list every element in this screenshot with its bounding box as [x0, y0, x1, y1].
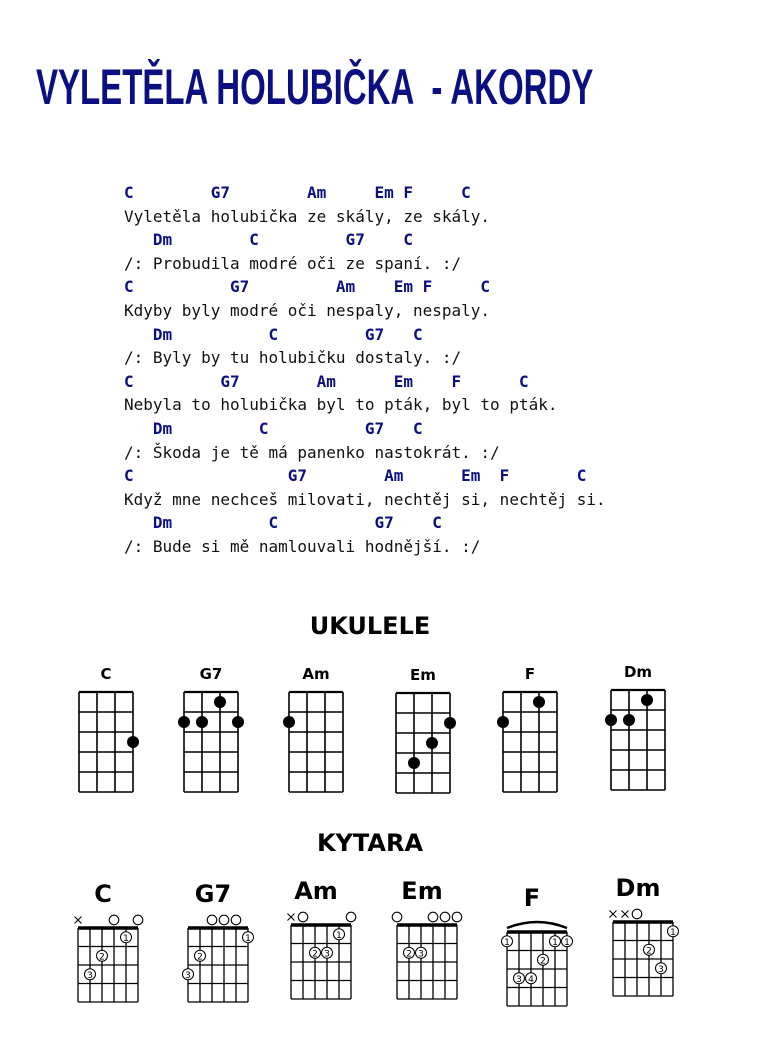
finger-dot	[232, 716, 244, 728]
open-string-mark	[392, 912, 402, 922]
guitar-chord-name: Dm	[615, 874, 661, 902]
finger-number: 3	[516, 974, 522, 985]
guitar-chord-name: F	[523, 884, 541, 912]
finger-number: 3	[185, 970, 191, 981]
finger-dot	[605, 714, 617, 726]
chord-line: Dm C G7 C	[124, 418, 423, 438]
guitar-fretboard	[73, 908, 143, 1006]
finger-number: 2	[406, 949, 412, 960]
finger-dot	[426, 737, 438, 749]
lyric-line: Když mne nechceš milovati, nechtěj si, nechtěj si.	[124, 489, 606, 509]
finger-number: 1	[504, 937, 510, 948]
finger-dot	[623, 714, 635, 726]
song-lyrics-with-chords	[124, 181, 606, 559]
guitar-chord-name: C	[94, 880, 112, 908]
ukulele-fretboard	[79, 692, 133, 792]
ukulele-chord-name: F	[524, 665, 536, 683]
finger-dot	[533, 696, 545, 708]
open-string-mark	[428, 912, 438, 922]
finger-number: 1	[564, 937, 570, 948]
open-string-mark	[298, 912, 308, 922]
finger-number: 4	[528, 974, 534, 985]
open-string-mark	[231, 915, 241, 925]
lyric-line: /: Škoda je tě má panenko nastokrát. :/	[124, 442, 500, 462]
page-title: VYLETĚLA HOLUBIČKA - AKORDY	[36, 59, 594, 115]
guitar-chord-diagram	[608, 902, 678, 1000]
ukulele-chord-name: Em	[410, 666, 436, 684]
guitar-chord-name: Em	[401, 877, 443, 905]
guitar-fretboard	[392, 905, 462, 1003]
finger-dot	[214, 696, 226, 708]
muted-string-mark	[288, 914, 295, 921]
ukulele-chord-name: C	[100, 665, 112, 683]
muted-string-mark	[75, 917, 82, 924]
ukulele-chord-diagram	[396, 693, 450, 793]
ukulele-chord-diagram	[611, 690, 665, 790]
lyric-line: Nebyla to holubička byl to pták, byl to pták.	[124, 395, 558, 415]
ukulele-chord-diagram	[79, 692, 133, 792]
finger-dot	[283, 716, 295, 728]
guitar-chord-diagram	[183, 908, 253, 1006]
finger-dot	[408, 757, 420, 769]
finger-number: 3	[658, 964, 664, 975]
ukulele-fretboard	[184, 692, 238, 792]
guitar-chord-diagram	[392, 905, 462, 1003]
open-string-mark	[440, 912, 450, 922]
finger-number: 2	[312, 949, 318, 960]
open-string-mark	[133, 915, 143, 925]
guitar-fretboard	[183, 908, 253, 1006]
finger-number: 1	[670, 927, 676, 938]
guitar-heading: KYTARA	[316, 829, 424, 857]
finger-dot	[127, 736, 139, 748]
finger-number: 1	[336, 930, 342, 941]
lyric-line: /: Byly by tu holubičku dostaly. :/	[124, 348, 462, 368]
finger-number: 3	[324, 949, 330, 960]
ukulele-chord-name: G7	[199, 665, 223, 683]
chord-line: Dm C G7 C	[124, 230, 413, 250]
ukulele-fretboard	[503, 692, 557, 792]
open-string-mark	[632, 909, 642, 919]
chord-line: C G7 Am Em F C	[124, 466, 587, 486]
chord-line: C G7 Am Em F C	[124, 371, 529, 391]
open-string-mark	[109, 915, 119, 925]
guitar-fretboard	[608, 902, 678, 1000]
finger-dot	[196, 716, 208, 728]
lyric-line: /: Probudila modré oči ze spaní. :/	[124, 253, 462, 273]
lyric-line: Kdyby byly modré oči nespaly, nespaly.	[124, 300, 491, 320]
ukulele-fretboard	[396, 693, 450, 793]
open-string-mark	[346, 912, 356, 922]
guitar-chord-diagram	[502, 912, 572, 1010]
chord-line: Dm C G7 C	[124, 324, 423, 344]
guitar-chord-name: Am	[294, 877, 338, 905]
finger-number: 1	[552, 937, 558, 948]
finger-number: 1	[245, 933, 251, 944]
lyric-line: Vyletěla holubička ze skály, ze skály.	[124, 206, 491, 226]
chord-line: C G7 Am Em F C	[124, 183, 471, 202]
ukulele-chord-diagram	[184, 692, 238, 792]
ukulele-chord-diagram	[289, 692, 343, 792]
open-string-mark	[219, 915, 229, 925]
guitar-chord-diagram	[286, 905, 356, 1003]
guitar-fretboard	[286, 905, 356, 1003]
ukulele-fretboard	[611, 690, 665, 790]
ukulele-chord-name: Am	[302, 665, 330, 683]
chord-line: Dm C G7 C	[124, 513, 442, 533]
barre-arc	[507, 922, 567, 928]
finger-number: 2	[197, 952, 203, 963]
ukulele-heading: UKULELE	[309, 612, 431, 640]
finger-dot	[444, 717, 456, 729]
open-string-mark	[452, 912, 462, 922]
finger-dot	[178, 716, 190, 728]
muted-string-mark	[622, 911, 629, 918]
open-string-mark	[207, 915, 217, 925]
finger-number: 1	[123, 933, 129, 944]
lyric-line: /: Bude si mě namlouvali hodnější. :/	[124, 536, 481, 556]
ukulele-chord-name: Dm	[623, 663, 653, 681]
finger-number: 2	[646, 946, 652, 957]
guitar-chord-name: G7	[194, 880, 232, 908]
chord-line: C G7 Am Em F C	[124, 277, 491, 297]
finger-number: 3	[418, 949, 424, 960]
guitar-chord-diagram	[73, 908, 143, 1006]
finger-dot	[497, 716, 509, 728]
finger-dot	[641, 694, 653, 706]
finger-number: 2	[99, 952, 105, 963]
muted-string-mark	[610, 911, 617, 918]
finger-number: 2	[540, 956, 546, 967]
guitar-fretboard	[502, 912, 572, 1010]
ukulele-chord-diagram	[503, 692, 557, 792]
finger-number: 3	[87, 970, 93, 981]
ukulele-fretboard	[289, 692, 343, 792]
